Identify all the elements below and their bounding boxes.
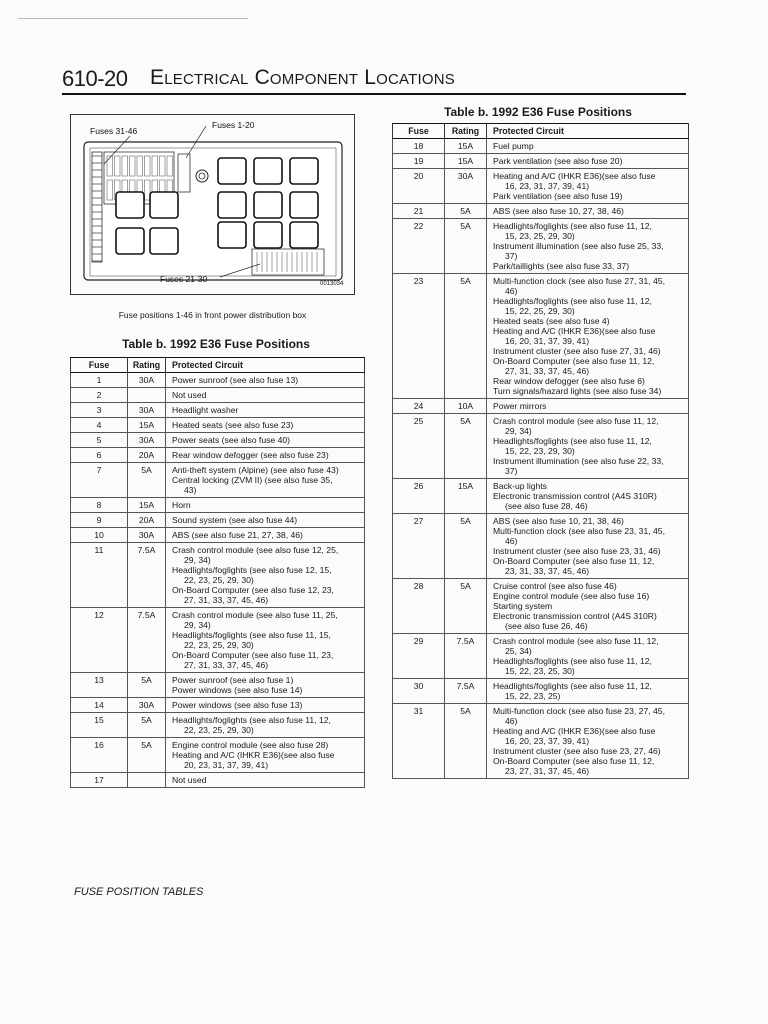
circuit-line-continued: 46) — [505, 536, 518, 546]
diagram-caption: Fuse positions 1-46 in front power distribution box — [118, 310, 307, 320]
circuit-line-continued: 15, 22, 23, 25, 30) — [505, 666, 575, 676]
circuit-line: Not used — [172, 390, 207, 400]
protected-circuit — [166, 373, 365, 388]
protected-circuit — [487, 204, 689, 219]
fuse-rating: 7.5A — [445, 679, 487, 704]
table-row — [71, 673, 365, 698]
fuse-rating: 15A — [128, 498, 166, 513]
fuse-rating: 30A — [128, 403, 166, 418]
table-row — [393, 479, 689, 514]
circuit-line-continued: 25, 34) — [505, 646, 532, 656]
circuit-line-continued: 27, 31, 33, 37, 45, 46) — [505, 366, 590, 376]
circuit-line: Crash control module (see also fuse 12, 25, — [172, 545, 339, 555]
circuit-line: Anti-theft system (Alpine) (see also fuse 43) — [172, 465, 339, 475]
table-row — [393, 169, 689, 204]
small-fuse — [145, 156, 151, 176]
table-row — [393, 704, 689, 779]
circuit-line: Multi-function clock (see also fuse 23, 31, 45, — [493, 526, 665, 536]
header-rating: Rating — [445, 124, 487, 139]
table-row — [71, 773, 365, 788]
circuit-line: Power seats (see also fuse 40) — [172, 435, 290, 445]
table-row — [71, 433, 365, 448]
circuit-line: Heated seats (see also fuse 23) — [172, 420, 294, 430]
fuse-rating — [128, 773, 166, 788]
small-fuse — [115, 156, 121, 176]
fuse-rating: 5A — [128, 738, 166, 773]
protected-circuit — [487, 154, 689, 169]
circuit-line: Electronic transmission control (A4S 310R) — [493, 611, 657, 621]
label-fuses-31-46: Fuses 31-46 — [90, 126, 138, 136]
table-row — [71, 608, 365, 673]
circuit-line: Power sunroof (see also fuse 1) — [172, 675, 294, 685]
circuit-line-continued: 29, 34) — [184, 555, 211, 565]
relay-socket — [254, 192, 282, 218]
right-fuse-table — [392, 123, 689, 779]
circuit-line-continued: 27, 31, 33, 37, 45, 46) — [184, 660, 269, 670]
fuse-number: 16 — [71, 738, 128, 773]
circuit-line-continued: 15, 22, 23, 29, 30) — [505, 446, 575, 456]
fuse-number: 9 — [71, 513, 128, 528]
fuse-number: 26 — [393, 479, 445, 514]
circuit-line: Power windows (see also fuse 13) — [172, 700, 303, 710]
circuit-line: Instrument illumination (see also fuse 22, 33, — [493, 456, 664, 466]
table-row — [71, 698, 365, 713]
circuit-line-continued: 16, 20, 31, 37, 39, 41) — [505, 336, 590, 346]
table-row — [71, 543, 365, 608]
circuit-line: ABS (see also fuse 21, 27, 38, 46) — [172, 530, 303, 540]
fuse-rating: 20A — [128, 513, 166, 528]
protected-circuit — [166, 403, 365, 418]
circuit-line-continued: 37) — [505, 466, 518, 476]
circuit-line: Instrument cluster (see also fuse 23, 27, 46) — [493, 746, 661, 756]
circuit-line: Multi-function clock (see also fuse 23, 27, 45, — [493, 706, 665, 716]
table-row — [393, 679, 689, 704]
circuit-line-continued: 37) — [505, 251, 518, 261]
left-table-title: Table b. 1992 E36 Fuse Positions — [122, 337, 310, 351]
header-fuse: Fuse — [71, 358, 128, 373]
fuse-number: 27 — [393, 514, 445, 579]
relay-socket — [218, 158, 246, 184]
header-protected-circuit: Protected Circuit — [166, 358, 365, 373]
circuit-line: Rear window defogger (see also fuse 23) — [172, 450, 329, 460]
relay-socket — [290, 222, 318, 248]
small-fuse — [145, 180, 151, 200]
page-footer: FUSE POSITION TABLES — [74, 886, 204, 898]
relay-socket — [218, 192, 246, 218]
fuse-number: 13 — [71, 673, 128, 698]
protected-circuit — [166, 673, 365, 698]
fuse-box-diagram — [70, 114, 355, 295]
protected-circuit — [166, 698, 365, 713]
relay-socket — [218, 222, 246, 248]
fuse-rating: 5A — [128, 673, 166, 698]
circuit-line-continued: (see also fuse 28, 46) — [505, 501, 588, 511]
circuit-line-continued: 22, 23, 25, 29, 30) — [184, 640, 254, 650]
protected-circuit — [487, 169, 689, 204]
table-row — [393, 634, 689, 679]
fuse-rating: 30A — [128, 698, 166, 713]
circuit-line: ABS (see also fuse 10, 27, 38, 46) — [493, 206, 624, 216]
table-header-row — [71, 358, 365, 373]
fuse-number: 5 — [71, 433, 128, 448]
fuse-number: 29 — [393, 634, 445, 679]
fuse-number: 12 — [71, 608, 128, 673]
small-fuse — [160, 156, 166, 176]
fuse-rating: 30A — [128, 528, 166, 543]
circuit-line: Sound system (see also fuse 44) — [172, 515, 298, 525]
protected-circuit — [166, 513, 365, 528]
table-header-row — [393, 124, 689, 139]
circuit-line-continued: 29, 34) — [184, 620, 211, 630]
protected-circuit — [487, 414, 689, 479]
circuit-line: Fuel pump — [493, 141, 534, 151]
protected-circuit — [166, 448, 365, 463]
fuse-rating: 5A — [445, 704, 487, 779]
protected-circuit — [487, 219, 689, 274]
table-row — [71, 403, 365, 418]
table-row — [393, 399, 689, 414]
diagram-code: 0013034 — [320, 281, 344, 287]
circuit-line: Heating and A/C (IHKR E36)(see also fuse — [172, 750, 335, 760]
circuit-line: Park ventilation (see also fuse 19) — [493, 191, 623, 201]
table-row — [71, 373, 365, 388]
fuse-rating: 7.5A — [128, 608, 166, 673]
table-row — [71, 513, 365, 528]
table-row — [393, 274, 689, 399]
circuit-line: Heating and A/C (IHKR E36)(see also fuse — [493, 326, 656, 336]
fuse-number: 2 — [71, 388, 128, 403]
fuse-rating: 15A — [445, 139, 487, 154]
protected-circuit — [166, 773, 365, 788]
protected-circuit — [487, 514, 689, 579]
table-row — [71, 388, 365, 403]
circuit-line: Not used — [172, 775, 207, 785]
fuse-number: 1 — [71, 373, 128, 388]
circuit-line-continued: 15, 22, 25, 29, 30) — [505, 306, 575, 316]
header-rule — [62, 93, 686, 95]
fuse-number: 28 — [393, 579, 445, 634]
protected-circuit — [487, 679, 689, 704]
circuit-line: Back-up lights — [493, 481, 547, 491]
small-fuse — [137, 156, 143, 176]
fuse-number: 6 — [71, 448, 128, 463]
table-row — [393, 219, 689, 274]
table-row — [393, 139, 689, 154]
label-fuses-21-30: Fuses 21-30 — [160, 274, 208, 284]
top-rule — [18, 18, 248, 19]
circuit-line: Starting system — [493, 601, 553, 611]
fuse-number: 14 — [71, 698, 128, 713]
page-number: 610-20 — [62, 66, 128, 91]
left-fuse-table — [70, 357, 365, 788]
circuit-line: Central locking (ZVM II) (see also fuse 35, — [172, 475, 333, 485]
header-protected-circuit: Protected Circuit — [487, 124, 689, 139]
fuse-number: 10 — [71, 528, 128, 543]
circuit-line-continued: 22, 23, 25, 29, 30) — [184, 725, 254, 735]
table-row — [71, 738, 365, 773]
circuit-line: Crash control module (see also fuse 11, 25, — [172, 610, 338, 620]
protected-circuit — [487, 704, 689, 779]
circuit-line: On-Board Computer (see also fuse 11, 12, — [493, 356, 655, 366]
circuit-line: Power sunroof (see also fuse 13) — [172, 375, 299, 385]
fuse-number: 8 — [71, 498, 128, 513]
protected-circuit — [166, 388, 365, 403]
circuit-line: Electronic transmission control (A4S 310R) — [493, 491, 657, 501]
circuit-line: Crash control module (see also fuse 11, 12, — [493, 416, 659, 426]
relay-socket — [290, 192, 318, 218]
circuit-line: Headlights/foglights (see also fuse 11, 12, — [493, 296, 652, 306]
fuse-rating: 30A — [128, 433, 166, 448]
circuit-line: Power mirrors — [493, 401, 547, 411]
circuit-line-continued: 46) — [505, 286, 518, 296]
fuse-number: 21 — [393, 204, 445, 219]
circuit-line: Heated seats (see also fuse 4) — [493, 316, 610, 326]
protected-circuit — [166, 498, 365, 513]
circuit-line: Instrument illumination (see also fuse 25, 33, — [493, 241, 664, 251]
protected-circuit — [166, 463, 365, 498]
circuit-line: Headlights/foglights (see also fuse 12, 15, — [172, 565, 332, 575]
circuit-line: Heating and A/C (IHKR E36)(see also fuse — [493, 726, 656, 736]
circuit-line: ABS (see also fuse 10, 21, 38, 46) — [493, 516, 624, 526]
relay-socket — [150, 228, 178, 254]
circuit-line: Park ventilation (see also fuse 20) — [493, 156, 623, 166]
protected-circuit — [487, 274, 689, 399]
fuse-rating: 5A — [128, 463, 166, 498]
circuit-line-continued: 16, 23, 31, 37, 39, 41) — [505, 181, 590, 191]
circuit-line: Engine control module (see also fuse 16) — [493, 591, 650, 601]
circuit-line: Headlights/foglights (see also fuse 11, 12, — [493, 681, 652, 691]
circuit-line: Engine control module (see also fuse 28) — [172, 740, 329, 750]
label-fuses-1-20: Fuses 1-20 — [212, 120, 255, 130]
fuse-number: 4 — [71, 418, 128, 433]
circuit-line: Park/taillights (see also fuse 33, 37) — [493, 261, 630, 271]
protected-circuit — [166, 738, 365, 773]
fuse-rating: 20A — [128, 448, 166, 463]
relay-socket — [290, 158, 318, 184]
table-row — [393, 514, 689, 579]
fuse-number: 24 — [393, 399, 445, 414]
protected-circuit — [487, 634, 689, 679]
fuse-number: 25 — [393, 414, 445, 479]
header-fuse: Fuse — [393, 124, 445, 139]
fuse-rating: 30A — [128, 373, 166, 388]
fuse-number: 17 — [71, 773, 128, 788]
circuit-line: Instrument cluster (see also fuse 27, 31, 46) — [493, 346, 661, 356]
protected-circuit — [166, 608, 365, 673]
circuit-line-continued: 29, 34) — [505, 426, 532, 436]
fuse-rating: 5A — [445, 219, 487, 274]
fuse-number: 19 — [393, 154, 445, 169]
small-fuse — [152, 156, 158, 176]
circuit-line: Headlights/foglights (see also fuse 11, 12, — [493, 221, 652, 231]
fuse-rating — [128, 388, 166, 403]
small-fuse — [167, 156, 173, 176]
fuse-number: 31 — [393, 704, 445, 779]
fuse-rating: 5A — [445, 514, 487, 579]
circuit-line: Headlights/foglights (see also fuse 11, 12, — [172, 715, 331, 725]
circuit-line: Horn — [172, 500, 191, 510]
small-fuse — [122, 156, 128, 176]
right-table-title: Table b. 1992 E36 Fuse Positions — [444, 105, 632, 119]
fuse-rating: 30A — [445, 169, 487, 204]
protected-circuit — [487, 399, 689, 414]
table-row — [71, 528, 365, 543]
table-row — [71, 418, 365, 433]
circuit-line: Cruise control (see also fuse 46) — [493, 581, 617, 591]
relay-socket — [116, 192, 144, 218]
table-row — [393, 154, 689, 169]
fuse-rating: 5A — [445, 204, 487, 219]
fuse-rating: 7.5A — [128, 543, 166, 608]
circuit-line: Heating and A/C (IHKR E36)(see also fuse — [493, 171, 656, 181]
fuse-number: 23 — [393, 274, 445, 399]
circuit-line: Instrument cluster (see also fuse 23, 31, 46) — [493, 546, 661, 556]
fuse-number: 3 — [71, 403, 128, 418]
circuit-line-continued: 46) — [505, 716, 518, 726]
fuse-rating: 5A — [128, 713, 166, 738]
circuit-line-continued: 23, 31, 33, 37, 45, 46) — [505, 566, 590, 576]
fuse-number: 15 — [71, 713, 128, 738]
fuse-rating: 10A — [445, 399, 487, 414]
circuit-line: Multi-function clock (see also fuse 27, 31, 45, — [493, 276, 665, 286]
section-title: Electrical Component Locations — [150, 66, 455, 89]
protected-circuit — [166, 433, 365, 448]
fuse-rating: 5A — [445, 414, 487, 479]
relay-socket — [254, 222, 282, 248]
fuse-number: 18 — [393, 139, 445, 154]
fuse-rating: 5A — [445, 579, 487, 634]
table-row — [71, 463, 365, 498]
fuse-rating: 15A — [128, 418, 166, 433]
protected-circuit — [166, 713, 365, 738]
protected-circuit — [487, 579, 689, 634]
fuse-number: 20 — [393, 169, 445, 204]
protected-circuit — [487, 139, 689, 154]
small-fuse — [107, 180, 113, 200]
circuit-line-continued: 22, 23, 25, 29, 30) — [184, 575, 254, 585]
circuit-line-continued: 43) — [184, 485, 197, 495]
table-row — [71, 713, 365, 738]
circuit-line-continued: 27, 31, 33, 37, 45, 46) — [184, 595, 269, 605]
small-fuse — [107, 156, 113, 176]
circuit-line: Headlights/foglights (see also fuse 11, 12, — [493, 656, 652, 666]
fuse-rating: 15A — [445, 479, 487, 514]
table-row — [71, 448, 365, 463]
circuit-line: On-Board Computer (see also fuse 11, 12, — [493, 756, 655, 766]
relay-socket — [150, 192, 178, 218]
circuit-line-continued: 23, 27, 31, 37, 45, 46) — [505, 766, 590, 776]
fuse-number: 11 — [71, 543, 128, 608]
table-row — [393, 579, 689, 634]
circuit-line: Rear window defogger (see also fuse 6) — [493, 376, 645, 386]
circuit-line-continued: (see also fuse 26, 46) — [505, 621, 588, 631]
fuse-number: 7 — [71, 463, 128, 498]
circuit-line: Headlight washer — [172, 405, 239, 415]
protected-circuit — [166, 528, 365, 543]
circuit-line: Crash control module (see also fuse 11, 12, — [493, 636, 659, 646]
table-row — [393, 204, 689, 219]
fuse-number: 22 — [393, 219, 445, 274]
circuit-line: On-Board Computer (see also fuse 12, 23, — [172, 585, 334, 595]
header-rating: Rating — [128, 358, 166, 373]
circuit-line: Turn signals/hazard lights (see also fuse 34) — [493, 386, 662, 396]
circuit-line: On-Board Computer (see also fuse 11, 12, — [493, 556, 655, 566]
fuse-rating: 5A — [445, 274, 487, 399]
circuit-line: Headlights/foglights (see also fuse 11, 15, — [172, 630, 331, 640]
circuit-line-continued: 15, 23, 25, 29, 30) — [505, 231, 575, 241]
circuit-line: Headlights/foglights (see also fuse 11, 12, — [493, 436, 652, 446]
protected-circuit — [166, 543, 365, 608]
circuit-line-continued: 16, 20, 23, 37, 39, 41) — [505, 736, 590, 746]
fuse-number: 30 — [393, 679, 445, 704]
table-row — [71, 498, 365, 513]
protected-circuit — [487, 479, 689, 514]
circuit-line-continued: 20, 23, 31, 37, 39, 41) — [184, 760, 269, 770]
fuse-rating: 7.5A — [445, 634, 487, 679]
circuit-line: Power windows (see also fuse 14) — [172, 685, 303, 695]
fuse-rating: 15A — [445, 154, 487, 169]
circuit-line-continued: 15, 22, 23, 25) — [505, 691, 561, 701]
table-row — [393, 414, 689, 479]
protected-circuit — [166, 418, 365, 433]
relay-socket — [116, 228, 144, 254]
circuit-line: On-Board Computer (see also fuse 11, 23, — [172, 650, 334, 660]
relay-socket — [254, 158, 282, 184]
small-fuse — [130, 156, 136, 176]
